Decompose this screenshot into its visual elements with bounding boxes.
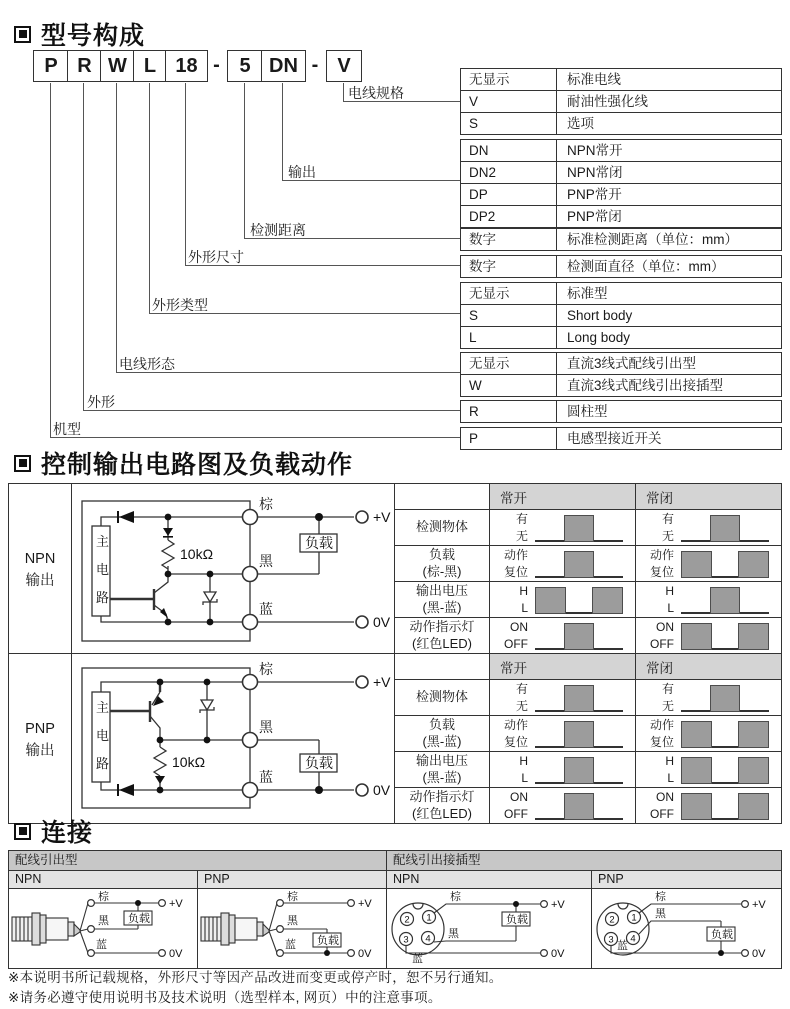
model-box-v: V [326,50,362,82]
svg-text:黑: 黑 [259,553,273,569]
sub-header-pnp: PNP [197,871,386,888]
svg-text:棕: 棕 [450,891,461,903]
branch-line [83,410,460,411]
timing-header-no: 常开 [489,484,635,509]
options-table-size [460,255,782,278]
junction-dot [718,950,724,956]
sub-header-npn: NPN [9,871,197,888]
waveform-cell: 动作 复位 [635,545,781,581]
svg-text:电: 电 [96,728,110,743]
branch-line [244,83,245,238]
waveform [681,585,769,614]
section2-title-text: 控制输出电路图及负载动作 [41,451,354,479]
options-table-output [460,139,782,228]
pnp-timing-table [394,654,781,828]
svg-text:1: 1 [631,912,637,924]
branch-label-shape: 外形 [87,394,115,410]
npn-timing-table [394,484,781,658]
table-row: W 直流3线式配线引出接插型 [461,374,781,396]
branch-label-series: 机型 [53,421,81,437]
table-row: 数字 标准检测距离（单位：mm） [461,229,781,250]
waveform-cell: 有 无 [489,509,635,545]
options-table-wire-spec [460,68,782,135]
svg-text:蓝: 蓝 [259,601,273,617]
footnote-2: ※请务必遵守使用说明书及技术说明（选型样本, 网页）中的注意事项。 [8,990,442,1005]
svg-text:3: 3 [403,934,409,946]
svg-text:负载: 负载 [506,914,528,926]
section-bullet-icon [14,26,31,43]
branch-label-wire-spec: 电线规格 [348,85,404,101]
waveform [535,683,623,712]
svg-text:棕: 棕 [287,891,298,903]
timing-corner-cell [394,484,489,509]
svg-text:黑: 黑 [448,928,459,940]
waveform [681,719,769,748]
section2-title [14,445,353,481]
table-row: DN NPN常开 [461,140,781,161]
waveform-cell: ON OFF [635,787,781,823]
options-table-distance [460,228,782,251]
svg-text:棕: 棕 [98,891,109,903]
pnp-circuit-diagram [72,654,394,828]
npn-circuit-parts [117,511,323,625]
table-row: P 电感型接近开关 [461,428,781,449]
footnote-1: ※本说明书所记载规格，外形尺寸等因产品改进而变更或停产时，恕不另行通知。 [8,970,503,985]
timing-corner-cell [394,654,489,679]
branch-line [149,83,150,313]
model-box-18: 18 [165,50,208,82]
sensor-icon [201,913,269,945]
connection-diagrams [9,888,781,968]
svg-text:蓝: 蓝 [259,769,273,785]
table-row: 数字 检测面直径（单位：mm） [461,256,781,277]
table-row: DP2 PNP常闭 [461,205,781,227]
pnp-circuit-frame [82,668,354,808]
output-circuit-table [8,483,782,824]
waveform-cell: 有 无 [635,509,781,545]
connection-sub-headers [9,870,781,888]
branch-label-output: 输出 [288,164,316,180]
table-row: S Short body [461,304,781,326]
model-dash: - [213,53,220,76]
waveform-cell: 动作 复位 [635,715,781,751]
sensor-icon [12,913,80,945]
waveform-cell: 动作 复位 [489,545,635,581]
section3-title-text: 连接 [41,819,94,847]
waveform [535,513,623,542]
waveform-cell: H L [635,751,781,787]
waveform-cell: ON OFF [489,617,635,653]
section-bullet-icon [14,823,31,840]
pnp-circuit-parts [117,679,323,796]
svg-text:棕: 棕 [259,661,273,677]
pnp-channel-row [9,653,781,823]
svg-text:负载: 负载 [305,535,333,551]
npn-circuit-frame [82,501,354,641]
group-header-connector-type: 配线引出接插型 [386,851,781,870]
waveform [535,585,623,614]
svg-text:10kΩ: 10kΩ [172,754,206,770]
branch-line [50,437,460,438]
group-header-wire-type: 配线引出型 [9,851,386,870]
timing-header-no: 常开 [489,654,635,679]
wire-terminals [742,901,749,957]
svg-text:黑: 黑 [98,915,109,927]
waveform [535,755,623,784]
branch-line [282,83,283,180]
waveform [681,513,769,542]
timing-row-label: 检测物体 [394,679,489,715]
svg-text:负载: 负载 [305,755,333,771]
model-box-w: W [100,50,135,82]
svg-text:3: 3 [608,934,614,946]
junction-dot [135,900,141,906]
table-row: DP PNP常开 [461,183,781,205]
waveform-cell: ON OFF [489,787,635,823]
svg-text:蓝: 蓝 [96,939,107,951]
section-bullet-icon [14,455,31,472]
waveform-cell: 动作 复位 [489,715,635,751]
npn-channel-row [9,484,781,653]
timing-row-label: 负载 (黑-蓝) [394,715,489,751]
svg-text:10kΩ: 10kΩ [180,546,214,562]
waveform [681,549,769,578]
svg-text:0V: 0V [358,948,372,960]
wire-terminals [541,901,548,957]
connection-group-headers [9,851,781,870]
pnp-wire-diagram [197,889,386,968]
waveform [535,791,623,820]
waveform-cell: H L [635,581,781,617]
waveform [535,719,623,748]
model-box-5: 5 [227,50,263,82]
model-dash: - [311,53,319,76]
waveform [535,549,623,578]
waveform-cell: H L [489,751,635,787]
svg-text:+V: +V [551,899,565,911]
options-table-shape [460,400,782,423]
timing-header-nc: 常闭 [635,654,781,679]
waveform-cell: 有 无 [635,679,781,715]
waveform [681,791,769,820]
waveform-cell: ON OFF [635,617,781,653]
pnp-connector-diagram [591,889,786,968]
table-row: L Long body [461,326,781,348]
svg-text:棕: 棕 [655,891,666,903]
section3-title [14,813,93,849]
model-box-p: P [33,50,69,82]
model-box-r: R [67,50,102,82]
svg-text:0V: 0V [752,948,766,960]
svg-text:+V: +V [373,509,391,525]
table-row: 无显示 标准型 [461,283,781,304]
svg-text:0V: 0V [551,948,565,960]
model-box-l: L [133,50,167,82]
timing-row-label: 动作指示灯 (红色LED) [394,787,489,823]
svg-text:4: 4 [630,933,636,945]
branch-line [116,83,117,372]
svg-text:1: 1 [426,912,432,924]
npn-wire-diagram [9,889,197,968]
svg-text:0V: 0V [169,948,183,960]
timing-row-label: 检测物体 [394,509,489,545]
options-table-body-type [460,282,782,349]
timing-row-label: 输出电压 (黑-蓝) [394,751,489,787]
branch-label-body-type: 外形类型 [152,297,208,313]
table-row: R 圆柱型 [461,401,781,422]
options-table-series [460,427,782,450]
connection-table [8,850,782,969]
section1-title [14,16,145,52]
npn-circuit-diagram [72,484,394,658]
model-box-dn: DN [261,50,306,82]
svg-text:0V: 0V [373,782,391,798]
svg-text:+V: +V [169,898,183,910]
svg-text:+V: +V [373,674,391,690]
section1-title-text: 型号构成 [41,22,146,50]
branch-line [83,83,84,410]
waveform-cell: H L [489,581,635,617]
svg-text:路: 路 [96,756,110,771]
pnp-channel-label: PNP 输出 [9,654,72,828]
table-row: V 耐油性强化线 [461,90,781,112]
branch-label-size: 外形尺寸 [188,249,244,265]
npn-connector-diagram [386,889,591,968]
svg-text:棕: 棕 [259,496,273,512]
branch-label-wire-form: 电线形态 [119,356,175,372]
timing-row-label: 负载 (棕-黑) [394,545,489,581]
svg-text:主: 主 [96,534,110,549]
svg-text:黑: 黑 [259,719,273,735]
svg-text:黑: 黑 [655,908,666,920]
npn-channel-label: NPN 输出 [9,484,72,658]
svg-text:0V: 0V [373,614,391,630]
svg-text:蓝: 蓝 [617,940,628,952]
svg-text:主: 主 [96,700,110,715]
svg-text:负载: 负载 [317,935,339,947]
svg-text:负载: 负载 [128,913,150,925]
sub-header-pnp: PNP [591,871,781,888]
svg-text:电: 电 [96,562,110,577]
wire-labels [285,891,372,960]
svg-text:路: 路 [96,590,110,605]
table-row: 无显示 直流3线式配线引出型 [461,353,781,374]
svg-text:2: 2 [609,914,615,926]
timing-header-nc: 常闭 [635,484,781,509]
waveform [535,621,623,650]
timing-row-label: 输出电压 (黑-蓝) [394,581,489,617]
branch-line [185,83,186,265]
svg-text:蓝: 蓝 [412,953,423,963]
table-row: S 选项 [461,112,781,134]
svg-text:黑: 黑 [287,915,298,927]
svg-text:蓝: 蓝 [285,939,296,951]
svg-text:负载: 负载 [711,929,733,941]
options-table-wire-form [460,352,782,397]
waveform [681,755,769,784]
waveform [681,621,769,650]
sub-header-npn: NPN [386,871,591,888]
svg-text:+V: +V [358,898,372,910]
timing-row-label: 动作指示灯 (红色LED) [394,617,489,653]
junction-dot [324,950,330,956]
branch-line [343,83,344,101]
junction-dot [513,901,519,907]
waveform [681,683,769,712]
waveform-cell: 有 无 [489,679,635,715]
branch-label-distance: 检测距离 [250,222,306,238]
svg-text:+V: +V [752,899,766,911]
svg-text:4: 4 [425,933,431,945]
table-row: DN2 NPN常闭 [461,161,781,183]
branch-line [50,83,51,437]
svg-text:2: 2 [404,914,410,926]
table-row: 无显示 标准电线 [461,69,781,90]
